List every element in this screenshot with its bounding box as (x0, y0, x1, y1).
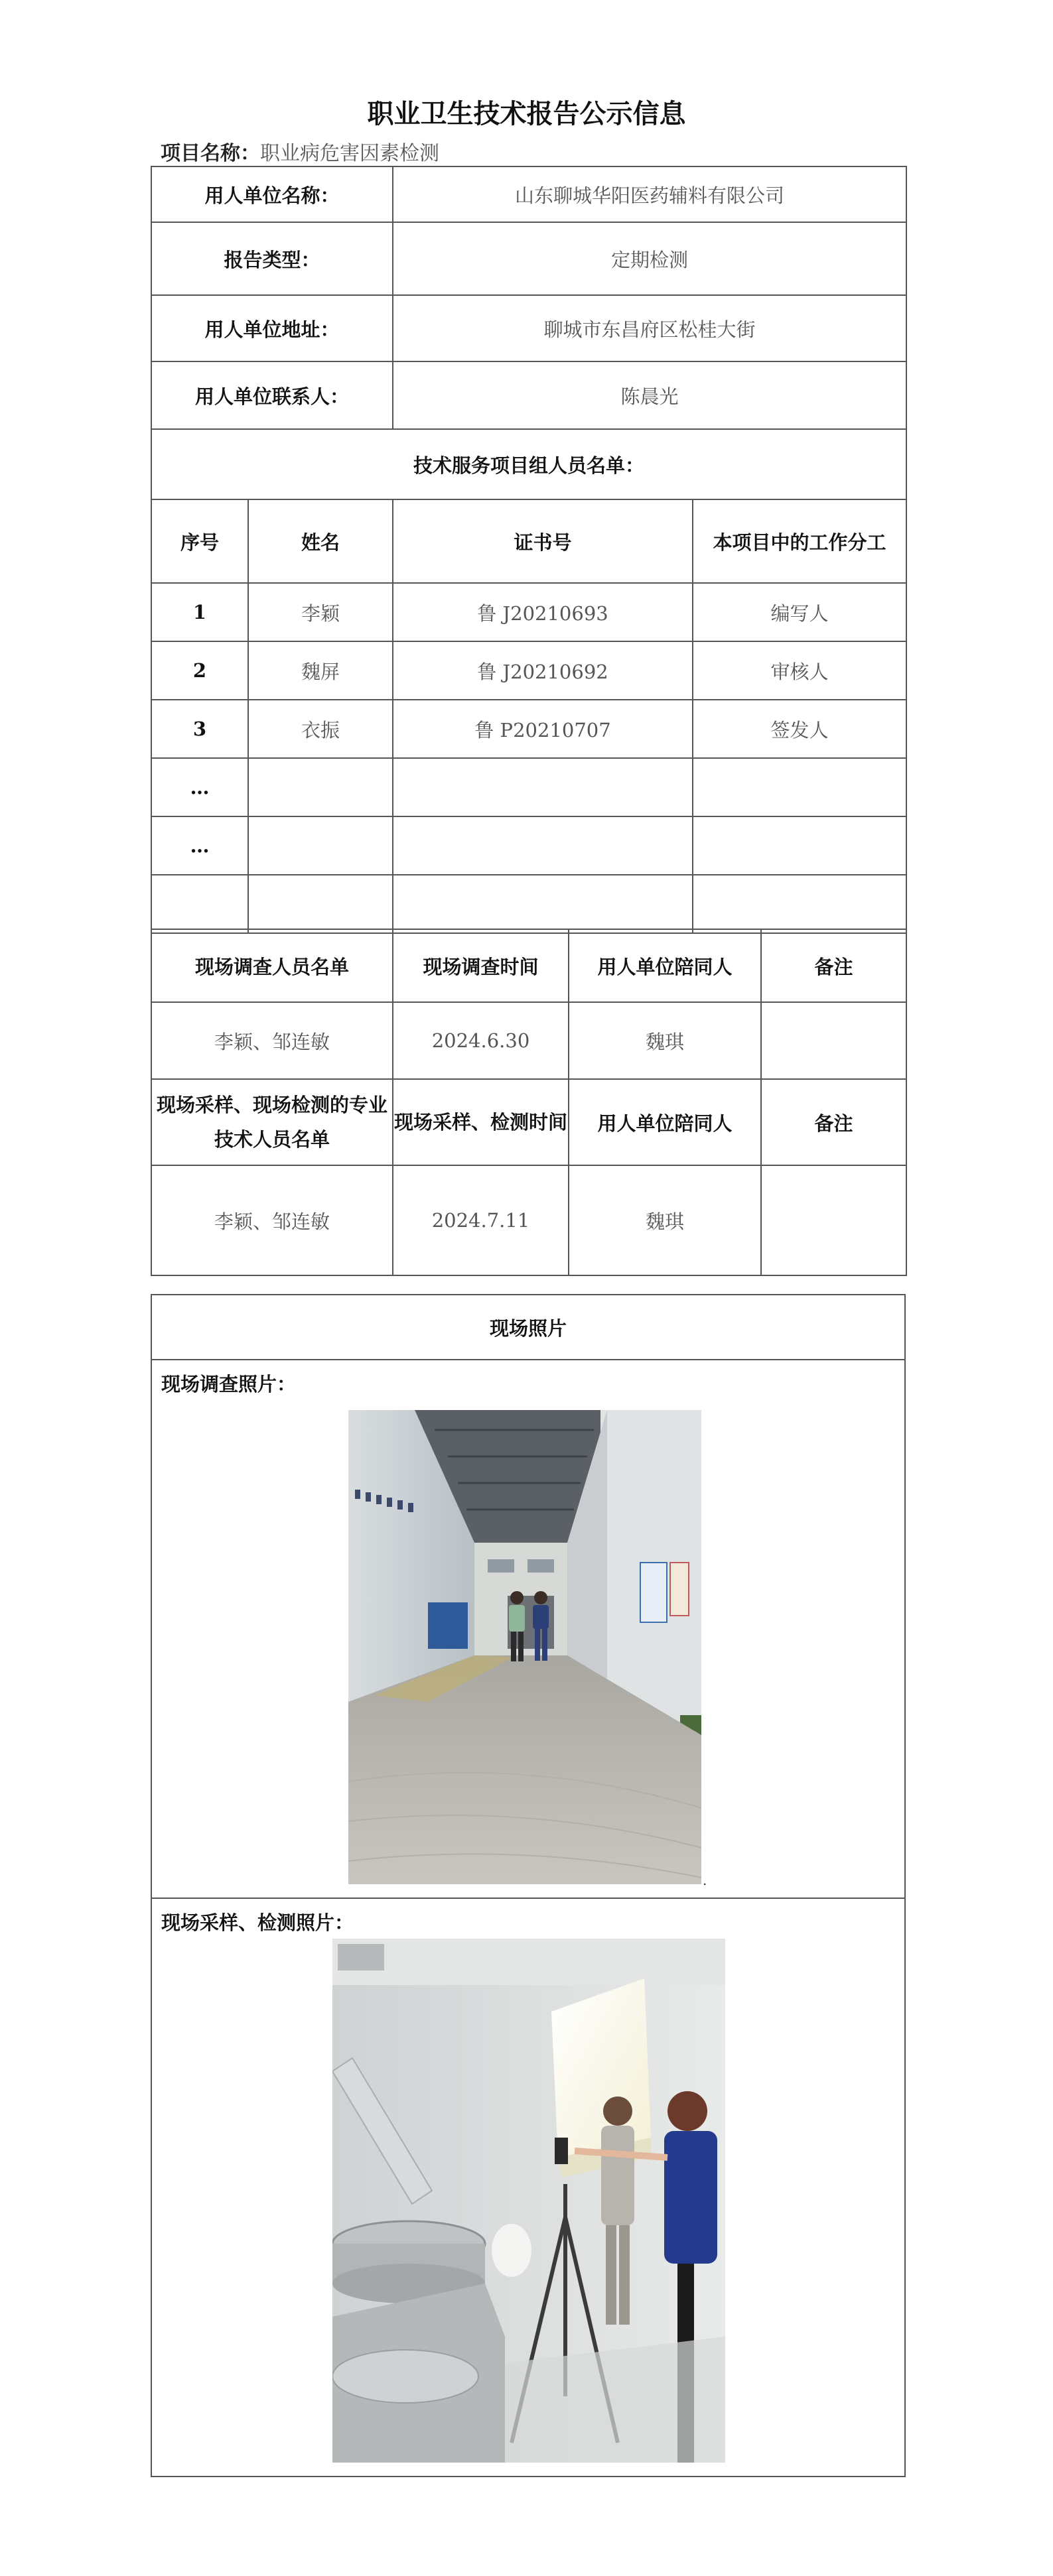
row-cert: 鲁 J20210692 (393, 641, 693, 700)
sampling-note (761, 1165, 906, 1275)
project-label: 项目名称： (161, 142, 260, 165)
info-label-contact: 用人单位联系人： (151, 361, 393, 429)
team-header: 技术服务项目组人员名单： (151, 429, 906, 499)
sampling-photo-label: 现场采样、检测照片： (161, 1911, 354, 1934)
row-name: 李颖 (248, 583, 393, 641)
survey-photo (348, 1410, 701, 1884)
row-no: 1 (151, 583, 248, 641)
project-value: 职业病危害因素检测 (260, 142, 439, 165)
col-header: 本项目中的工作分工 (693, 499, 906, 583)
info-value-address: 聊城市东昌府区松桂大街 (393, 295, 906, 361)
row-cert (393, 875, 693, 933)
warehouse-scene-image (348, 1410, 701, 1884)
col-header: 证书号 (393, 499, 693, 583)
sampling-time: 2024.7.11 (393, 1165, 569, 1275)
info-value-company: 山东聊城华阳医药辅料有限公司 (393, 166, 906, 222)
sampling-row (151, 1165, 906, 1275)
row-cert: 鲁 P20210707 (393, 700, 693, 758)
info-row (151, 295, 906, 361)
row-role: 签发人 (693, 700, 906, 758)
info-row (151, 166, 906, 222)
table-row (151, 583, 906, 641)
table-row (151, 816, 906, 875)
row-role (693, 758, 906, 816)
team-column-headers (151, 499, 906, 583)
info-value-report-type: 定期检测 (393, 222, 906, 295)
col-header: 姓名 (248, 499, 393, 583)
info-label-report-type: 报告类型： (151, 222, 393, 295)
row-role (693, 875, 906, 933)
sampling-people: 李颖、邹连敏 (151, 1165, 393, 1275)
col-header: 序号 (151, 499, 248, 583)
survey-photo-label: 现场调查照片： (161, 1373, 297, 1395)
info-label-company: 用人单位名称： (151, 166, 393, 222)
survey-note (761, 1002, 906, 1079)
survey-row (151, 1002, 906, 1079)
row-name (248, 816, 393, 875)
survey-photo-cell (151, 1360, 905, 1898)
survey-table (151, 929, 907, 1276)
page-title: 职业卫生技术报告公示信息 (367, 98, 686, 129)
row-no: 3 (151, 700, 248, 758)
table-row (151, 875, 906, 933)
sampling-headers (151, 1079, 906, 1165)
survey-header-escort: 用人单位陪同人 (569, 929, 761, 1002)
row-no: … (151, 758, 248, 816)
table-row (151, 758, 906, 816)
sampling-photo (332, 1939, 725, 2463)
info-table (151, 166, 907, 934)
dot-mark: . (703, 1872, 707, 1888)
survey-people: 李颖、邹连敏 (151, 1002, 393, 1079)
row-role (693, 816, 906, 875)
row-cert (393, 758, 693, 816)
photos-table (151, 1294, 906, 2477)
row-role: 审核人 (693, 641, 906, 700)
row-no: … (151, 816, 248, 875)
row-role: 编写人 (693, 583, 906, 641)
sampling-header-note: 备注 (761, 1079, 906, 1165)
row-no: 2 (151, 641, 248, 700)
info-label-address: 用人单位地址： (151, 295, 393, 361)
sampling-photo-cell (151, 1898, 905, 2477)
row-cert: 鲁 J20210693 (393, 583, 693, 641)
table-row (151, 641, 906, 700)
survey-time: 2024.6.30 (393, 1002, 569, 1079)
lab-scene-image (332, 1939, 725, 2463)
row-name (248, 758, 393, 816)
survey-header-time: 现场调查时间 (393, 929, 569, 1002)
project-name (161, 137, 439, 166)
row-cert (393, 816, 693, 875)
sampling-header-time: 现场采样、检测时间 (393, 1079, 569, 1165)
row-name (248, 875, 393, 933)
photos-header: 现场照片 (151, 1295, 905, 1360)
row-name: 衣振 (248, 700, 393, 758)
sampling-escort: 魏琪 (569, 1165, 761, 1275)
info-row (151, 361, 906, 429)
info-value-contact: 陈晨光 (393, 361, 906, 429)
row-no (151, 875, 248, 933)
row-name: 魏屏 (248, 641, 393, 700)
table-row (151, 700, 906, 758)
survey-header-note: 备注 (761, 929, 906, 1002)
survey-escort: 魏琪 (569, 1002, 761, 1079)
survey-header-people: 现场调查人员名单 (151, 929, 393, 1002)
survey-headers (151, 929, 906, 1002)
sampling-header-escort: 用人单位陪同人 (569, 1079, 761, 1165)
info-row (151, 222, 906, 295)
sampling-header-people: 现场采样、现场检测的专业技术人员名单 (151, 1079, 393, 1165)
